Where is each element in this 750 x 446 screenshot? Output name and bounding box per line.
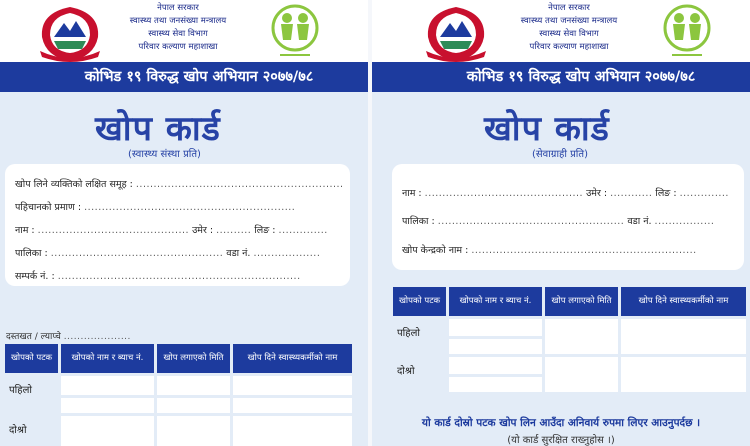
table-row [392, 318, 748, 338]
first-dose-vaccine-cell[interactable] [448, 318, 544, 338]
col-vaccine-header: खोपको नाम र ब्याच नं. [60, 343, 156, 375]
contact-label: सम्पर्क नं. : [15, 271, 55, 282]
health-institution-copy-card [0, 0, 368, 446]
vaccine-record-table [2, 341, 355, 446]
municipality-label: पालिका : [402, 216, 435, 227]
signature-dotted-line: .................... [63, 332, 131, 342]
nepal-emblem-icon [36, 3, 104, 63]
ward-label: वडा नं. [226, 248, 251, 259]
nepal-emblem-icon [422, 3, 490, 63]
second-dose-worker-cell[interactable] [620, 356, 748, 394]
gov-title-lines [484, 2, 654, 54]
municipality-ward-row[interactable] [15, 246, 320, 259]
gov-line-2: स्वास्थ्य तथा जनसंख्या मन्त्रालय [520, 16, 618, 26]
second-dose-vaccine-cell[interactable] [448, 356, 544, 376]
gov-line-2: स्वास्थ्य तथा जनसंख्या मन्त्रालय [129, 16, 227, 26]
name-label: नाम : [15, 225, 35, 236]
second-dose-label: दोश्रो [392, 356, 448, 394]
name-age-gender-row[interactable] [15, 223, 328, 236]
gender-dotted-line: .............. [679, 188, 729, 199]
target-group-dotted-line: ........................................................... [135, 179, 344, 190]
vaccine-record-table [390, 284, 749, 395]
first-dose-batch-cell[interactable] [60, 397, 156, 415]
ward-label: वडा नं. [627, 216, 652, 227]
first-dose-label: पहिलो [392, 318, 448, 356]
municipality-dotted-line: ..................................................... [437, 216, 625, 227]
col-vaccine-header: खोपको नाम र ब्याच नं. [448, 286, 544, 318]
second-dose-batch-cell[interactable] [448, 376, 544, 394]
first-dose-extra2-cell[interactable] [232, 397, 354, 415]
recipient-copy-card [372, 0, 750, 446]
name-label: नाम : [402, 188, 422, 199]
second-dose-vaccine-cell[interactable] [60, 415, 156, 446]
id-proof-label: पहिचानको प्रमाण : [15, 202, 82, 213]
ward-dotted-line: ................... [253, 248, 321, 259]
gov-line-1: नेपाल सरकार [548, 3, 590, 13]
signature-label: दस्तखत / ल्याप्चे [6, 332, 61, 342]
gov-line-4: परिवार कल्याण महाशाखा [138, 42, 218, 52]
card-title: खोप कार्ड [95, 109, 221, 149]
card-header [372, 0, 750, 92]
col-dose-header: खोपको पटक [392, 286, 448, 318]
name-dotted-line: ............................................. [424, 188, 584, 199]
gov-line-4: परिवार कल्याण महाशाखा [529, 42, 609, 52]
family-welfare-logo-icon [662, 4, 712, 62]
second-dose-date-cell[interactable] [156, 415, 232, 446]
campaign-banner: कोभिड १९ विरुद्ध खोप अभियान २०७७/७८ [372, 62, 750, 92]
second-dose-worker-cell[interactable] [232, 415, 354, 446]
gov-line-3: स्वास्थ्य सेवा विभाग [148, 29, 208, 39]
vaccination-center-row[interactable] [402, 243, 697, 256]
first-dose-label: पहिलो [4, 375, 60, 415]
personal-info-form [5, 164, 350, 286]
first-dose-extra-cell[interactable] [156, 397, 232, 415]
target-group-label: खोप लिने व्यक्तिको लक्षित समूह : [15, 179, 133, 190]
gender-label: लिङ : [655, 188, 677, 199]
table-header-row [392, 286, 748, 318]
mandatory-bring-card-note: यो कार्ड दोस्रो पटक खोप लिन आउँदा अनिवार्य रुपमा लिएर आउनुपर्दछ । [421, 417, 701, 429]
name-dotted-line: ........................................... [37, 225, 190, 236]
gov-line-3: स्वास्थ्य सेवा विभाग [539, 29, 599, 39]
card-header [0, 0, 368, 92]
municipality-ward-row[interactable] [402, 214, 714, 227]
card-subtitle: (सेवाग्राही प्रति) [532, 149, 589, 160]
campaign-banner: कोभिड १९ विरुद्ध खोप अभियान २०७७/७८ [0, 62, 368, 92]
col-health-worker-header: खोप दिने स्वास्थ्यकर्मीको नाम [620, 286, 748, 318]
col-dose-header: खोपको पटक [4, 343, 60, 375]
table-row [4, 415, 354, 446]
personal-info-form [392, 164, 744, 270]
table-row [4, 375, 354, 397]
first-dose-vaccine-cell[interactable] [60, 375, 156, 397]
card-title: खोप कार्ड [484, 109, 610, 149]
target-group-row[interactable] [15, 177, 344, 190]
contact-row[interactable] [15, 269, 301, 282]
municipality-label: पालिका : [15, 248, 48, 259]
gov-line-1: नेपाल सरकार [157, 3, 199, 13]
id-proof-row[interactable] [15, 200, 295, 213]
age-dotted-line: .......... [216, 225, 252, 236]
gender-label: लिङ : [254, 225, 276, 236]
age-label: उमेर : [586, 188, 608, 199]
vaccination-center-label: खोप केन्द्रको नाम : [402, 245, 469, 256]
card-subtitle: (स्वास्थ्य संस्था प्रति) [128, 149, 201, 160]
gender-dotted-line: .............. [278, 225, 328, 236]
first-dose-worker-cell[interactable] [620, 318, 748, 356]
col-date-header: खोप लगाएको मिति [156, 343, 232, 375]
family-welfare-logo-icon [270, 4, 320, 62]
municipality-dotted-line: ................................................. [50, 248, 224, 259]
id-proof-dotted-line: ............................................................ [84, 202, 296, 213]
vaccination-center-dotted-line: ................................................................ [471, 245, 697, 256]
first-dose-date-cell[interactable] [156, 375, 232, 397]
second-dose-label: दोश्रो [4, 415, 60, 446]
age-label: उमेर : [192, 225, 214, 236]
col-date-header: खोप लगाएको मिति [544, 286, 620, 318]
ward-dotted-line: ................. [654, 216, 715, 227]
contact-dotted-line: ..................................................................... [57, 271, 301, 282]
first-dose-batch-cell[interactable] [448, 338, 544, 356]
second-dose-date-cell[interactable] [544, 356, 620, 394]
age-dotted-line: ............ [610, 188, 653, 199]
first-dose-date-cell[interactable] [544, 318, 620, 356]
col-health-worker-header: खोप दिने स्वास्थ्यकर्मीको नाम [232, 343, 354, 375]
table-row [392, 356, 748, 376]
name-age-gender-row[interactable] [402, 186, 729, 199]
keep-card-safe-note: (यो कार्ड सुरक्षित राख्नुहोस ।) [507, 435, 615, 446]
first-dose-worker-cell[interactable] [232, 375, 354, 397]
table-header-row [4, 343, 354, 375]
gov-title-lines [98, 2, 258, 54]
